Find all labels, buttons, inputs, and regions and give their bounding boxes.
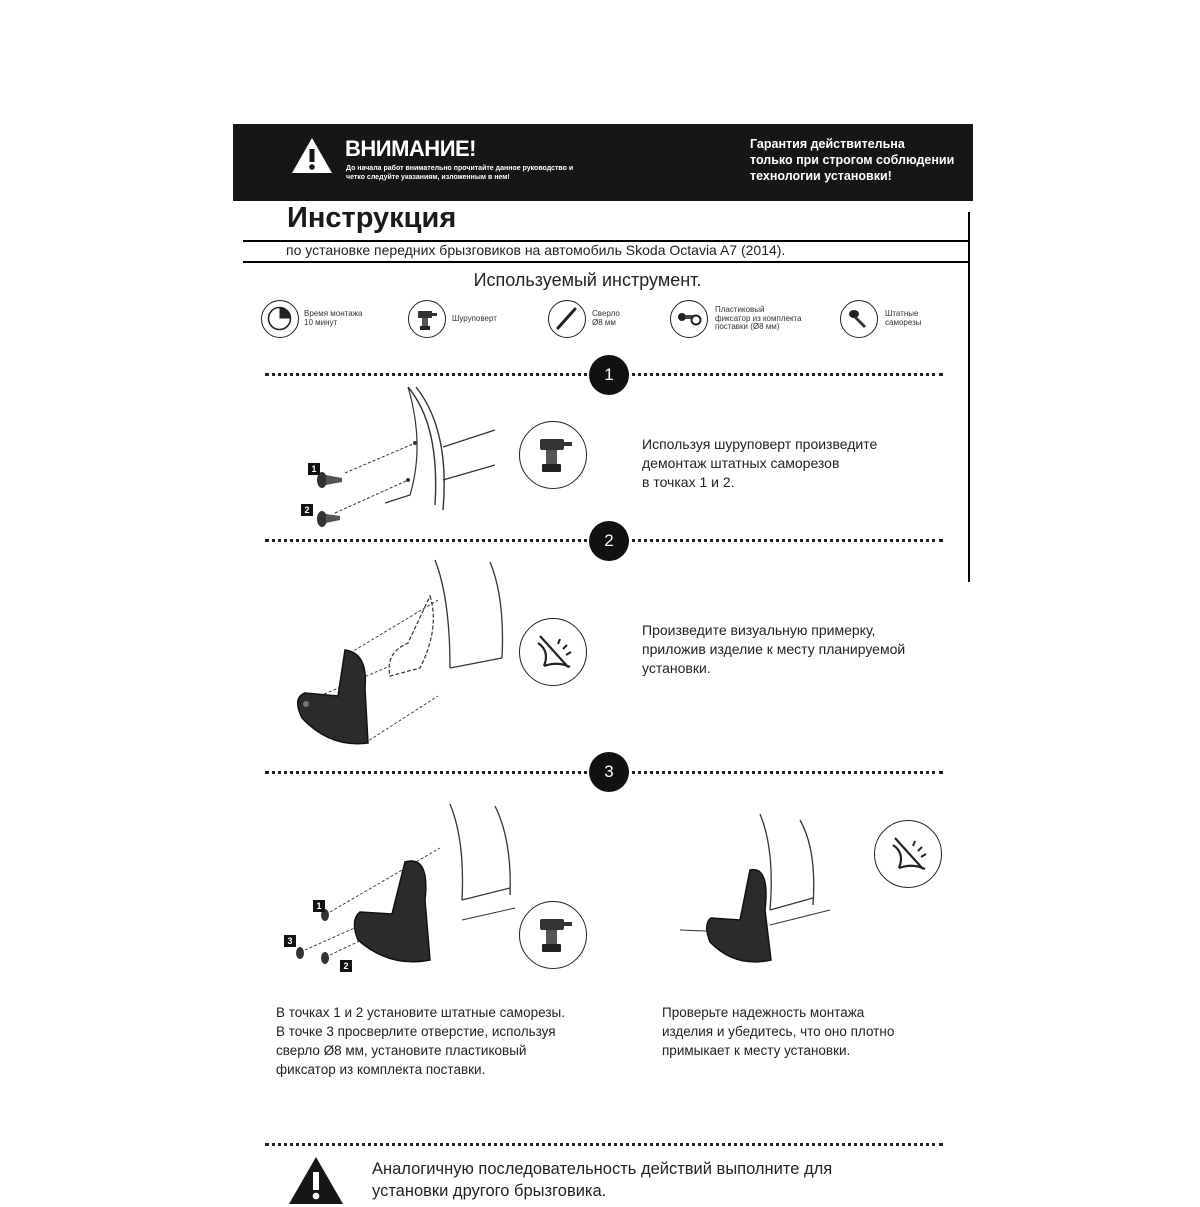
warranty-line: технологии установки!: [750, 169, 892, 183]
point-marker: 1: [308, 463, 320, 475]
screwdriver-icon: [519, 421, 587, 489]
step3-result-illustration: [675, 810, 835, 975]
step-number-badge: 2: [589, 521, 629, 561]
tool-label-time: Время монтажа 10 минут: [304, 309, 363, 327]
plastic-fastener-icon: [670, 300, 708, 338]
screw-icon: [840, 300, 878, 338]
tool-label-drill-bit: Сверло Ø8 мм: [592, 309, 620, 327]
drill-bit-icon: [548, 300, 586, 338]
screwdriver-icon: [519, 901, 587, 969]
warranty-line: Гарантия действительна: [750, 137, 905, 151]
point-marker: 3: [284, 935, 296, 947]
tool-label-screwdriver: Шуруповерт: [452, 314, 497, 323]
point-marker: 2: [301, 504, 313, 516]
step1-illustration: [290, 385, 500, 535]
frame-rule: [968, 212, 970, 582]
eye-icon: [519, 618, 587, 686]
warning-triangle-icon: [290, 136, 334, 176]
step2-instruction: Произведите визуальную примерку, приложив изделие к месту планируемой установки.: [642, 622, 906, 676]
step-number-badge: 3: [589, 752, 629, 792]
step3-install-illustration: [280, 800, 520, 980]
eye-icon: [874, 820, 942, 888]
page-title: Инструкция: [287, 202, 457, 234]
footer-note: Аналогичную последовательность действий выполните для установки другого брызговика.: [372, 1160, 833, 1200]
point-marker: 2: [340, 960, 352, 972]
warranty-note: [750, 136, 960, 184]
step3-check-instruction: Проверьте надежность монтажа изделия и убедитесь, что оно плотно примыкает к месту установки.: [662, 1005, 895, 1058]
tool-label-fastener: Пластиковый фиксатор из комплекта поставки (Ø8 мм): [715, 305, 802, 331]
subtitle-rule: [243, 261, 970, 263]
footer-separator: [265, 1143, 943, 1146]
clock-icon: [261, 300, 299, 338]
step1-instruction: Используя шуруповерт произведите демонтаж штатных саморезов в точках 1 и 2.: [642, 436, 878, 490]
warning-title: ВНИМАНИЕ!: [345, 136, 477, 161]
tool-label-screws: Штатные саморезы: [885, 309, 922, 327]
warning-triangle-icon: [287, 1155, 345, 1207]
point-marker: 1: [313, 900, 325, 912]
warranty-line: только при строгом соблюдении: [750, 153, 955, 167]
step2-illustration: [290, 558, 510, 753]
step-number-badge: 1: [589, 355, 629, 395]
step3-install-instruction: В точках 1 и 2 установите штатные саморезы. В точке 3 просверлите отверстие, используя сверло Ø8 мм, установите пластиковый фиксатор из комплекта поставки.: [276, 1005, 565, 1077]
tools-heading: Используемый инструмент.: [473, 270, 702, 290]
warning-subtitle: До начала работ внимательно прочитайте данное руководство и четко следуйте указаниям, изложенным в нем!: [346, 165, 574, 181]
screwdriver-icon: [408, 300, 446, 338]
page-subtitle: по установке передних брызговиков на автомобиль Skoda Octavia A7 (2014).: [286, 242, 786, 258]
